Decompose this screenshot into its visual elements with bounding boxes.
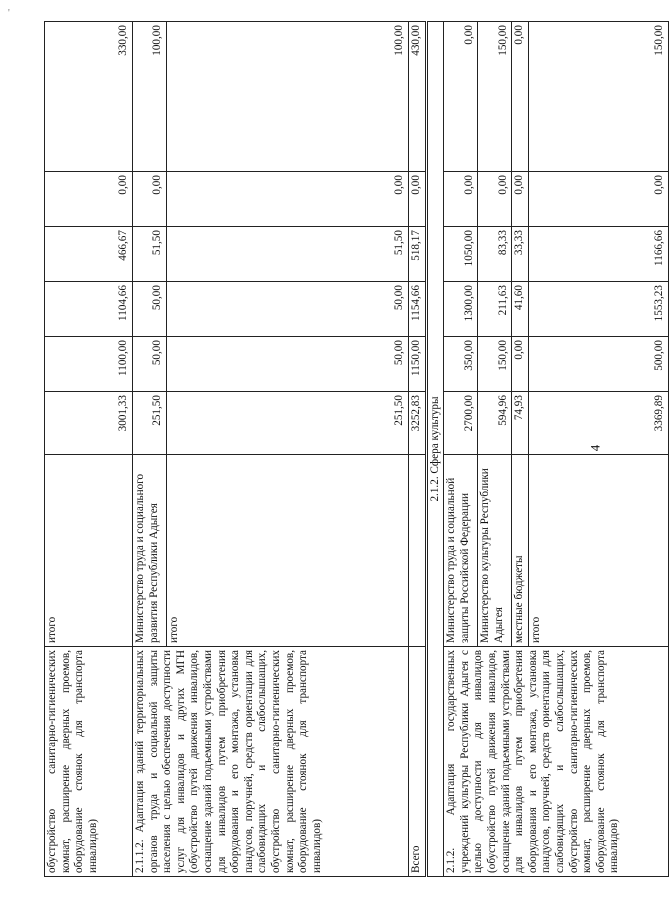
cell-v3: 1300,00	[444, 282, 478, 337]
row-source: итого	[45, 455, 133, 647]
cell-v1: 74,93	[512, 392, 529, 455]
cell-v5: 0,00	[528, 172, 668, 227]
table-row	[133, 22, 167, 877]
row-desc: обустройство санитарно-гигиенических комнат, расширение дверных проемов, оборудование стоянок для транспорта инвалидов)	[45, 647, 133, 877]
row-desc: 2.1.2. Адаптация государственных учреждений культуры Республики Адыгея с целью доступности для инвалидов (обустройство путей движения инвалидов, оснащение зданий подъемными устройствами для инвалидов путем приобретения оборудования и его монтажа, установка пандусов, поручней, средств ориентации для слабовидящих и слабослышащих, обустройство санитарно-гигиенических комнат, расширение дверных проемов, оборудование стоянок для транспорта инвалидов)	[444, 647, 669, 877]
cell-v4: 33,33	[512, 227, 529, 282]
cell-v5: 0,00	[133, 172, 167, 227]
cell-v4: 466,67	[45, 227, 133, 282]
cell-v2: 1100,00	[45, 337, 133, 392]
cell-v6: 0,00	[512, 22, 529, 172]
cell-v5: 0,00	[45, 172, 133, 227]
cell-v3: 41,60	[512, 282, 529, 337]
cell-v1: 251,50	[133, 392, 167, 455]
rotated-sheet	[44, 22, 666, 877]
cell-v1: 3252,83	[409, 392, 427, 455]
row-source: Министерство труда и социального развития Республики Адыгея	[133, 455, 167, 647]
row-desc: 2.1.1.2. Адаптация зданий территориальных органов труда и социальной защиты населения с целью обеспечения доступности услуг для инвалидов и других МГН (обустройство путей движения инвалидов, оснащение зданий подъемными устройствами для инвалидов путем приобретения оборудования и его монтажа, установка пандусов, поручней, средств ориентации для слабовидящих и слабослышащих, обустройство санитарно-гигиенических комнат, расширение дверных проемов, оборудование стоянок для транспорта инвалидов)	[133, 647, 409, 877]
cell-v6: 330,00	[45, 22, 133, 172]
cell-v1: 251,50	[167, 392, 409, 455]
cell-v4: 1050,00	[444, 227, 478, 282]
row-source: местные бюджеты	[512, 455, 529, 647]
cell-v5: 0,00	[444, 172, 478, 227]
cell-v6: 0,00	[444, 22, 478, 172]
cell-v1: 3369,89	[528, 392, 668, 455]
cell-v6: 150,00	[528, 22, 668, 172]
cell-v2: 1150,00	[409, 337, 427, 392]
cell-v6: 150,00	[478, 22, 512, 172]
cell-v1: 2700,00	[444, 392, 478, 455]
cell-v2: 350,00	[444, 337, 478, 392]
table-row	[45, 22, 133, 877]
table-row	[444, 22, 478, 877]
cell-v4: 83,33	[478, 227, 512, 282]
cell-v5: 0,00	[409, 172, 427, 227]
cell-v2: 50,00	[133, 337, 167, 392]
cell-v2: 50,00	[167, 337, 409, 392]
row-source: Министерство культуры Республики Адыгея	[478, 455, 512, 647]
cell-v4: 51,50	[167, 227, 409, 282]
section-row	[426, 22, 444, 877]
cell-v4: 518,17	[409, 227, 427, 282]
cell-v6: 100,00	[167, 22, 409, 172]
cell-v3: 211,63	[478, 282, 512, 337]
cell-v4: 51,50	[133, 227, 167, 282]
page-number: 4	[587, 444, 603, 452]
cell-v3: 1154,66	[409, 282, 427, 337]
cell-v3: 50,00	[167, 282, 409, 337]
total-row	[409, 22, 427, 877]
cell-v3: 1104,66	[45, 282, 133, 337]
row-source: итого	[167, 455, 409, 647]
cell-v2: 150,00	[478, 337, 512, 392]
cell-v4: 1166,66	[528, 227, 668, 282]
cell-v1: 3001,33	[45, 392, 133, 455]
total-label: Всего	[409, 647, 427, 877]
cell-v2: 500,00	[528, 337, 668, 392]
section-title: 2.1.2. Сфера культуры	[426, 22, 444, 877]
cell-v6: 100,00	[133, 22, 167, 172]
cell-v3: 50,00	[133, 282, 167, 337]
cell-v5: 0,00	[512, 172, 529, 227]
cell-v5: 0,00	[167, 172, 409, 227]
cell-v5: 0,00	[478, 172, 512, 227]
cell-v6: 430,00	[409, 22, 427, 172]
row-source: итого	[528, 455, 668, 647]
cell-v1: 594,96	[478, 392, 512, 455]
cell-v2: 0,00	[512, 337, 529, 392]
cell-v3: 1553,23	[528, 282, 668, 337]
corner-mark: '	[8, 8, 10, 19]
row-source: Министерство труда и социальной защиты Российской Федерации	[444, 455, 478, 647]
budget-table	[44, 21, 669, 877]
